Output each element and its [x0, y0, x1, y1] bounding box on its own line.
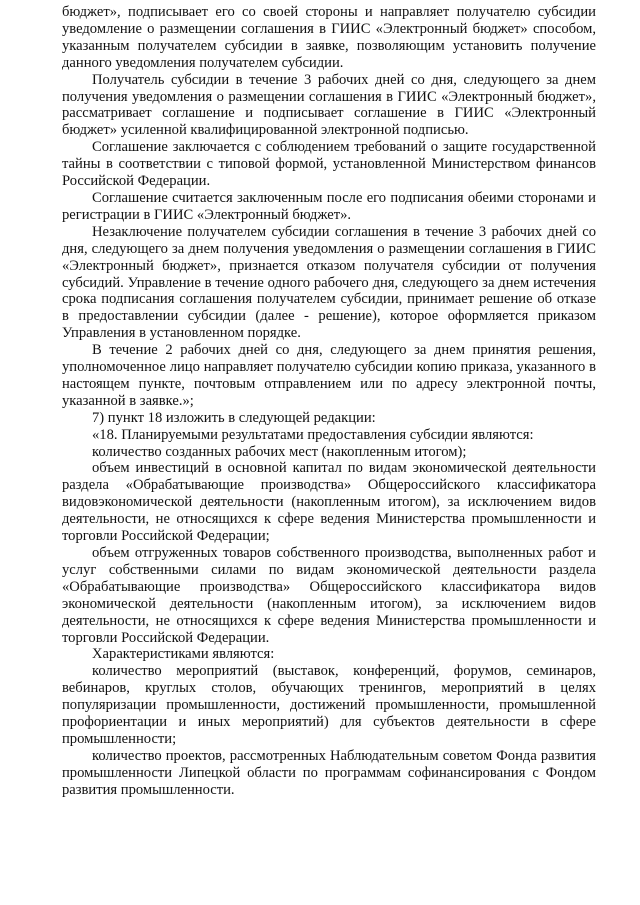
paragraph-4: Соглашение считается заключенным после его подписания обеими сторонами и регистрации в ГИИС «Электронный бюджет». [62, 189, 596, 223]
paragraph-7: 7) пункт 18 изложить в следующей редакции: [92, 409, 376, 426]
paragraph-13: количество мероприятий (выставок, конференций, форумов, семинаров, вебинаров, круглых столов, обучающих тренингов, мероприятий в целях популяризации промышленности, достижений промышленности, промышленной профориентации и иных мероприятий) для субъектов деятельности в сфере промышленности; [62, 663, 596, 747]
paragraph-11: объем отгруженных товаров собственного производства, выполненных работ и услуг собственными силами по видам экономической деятельности раздела «Обрабатывающие производства» Общероссийского классификатора видов экономической деятельности (накопленным итогом), за исключением видов деятельности, не относящихся к сфере ведения Министерства промышленности и торговли Российской Федерации. [62, 545, 596, 646]
paragraph-3: Соглашение заключается с соблюдением требований о защите государственной тайны в соответствии с типовой формой, установленной Министерством финансов Российской Федерации. [62, 139, 596, 190]
paragraph-12: Характеристиками являются: [92, 646, 275, 663]
paragraph-2: Получатель субсидии в течение 3 рабочих дней со дня, следующего за днем получения уведомления о размещении соглашения в ГИИС «Электронный бюджет», рассматривает соглашение и подписывает соглашение в ГИИС «Электронный бюджет» усиленной квалифицированной электронной подписью. [62, 71, 596, 139]
paragraph-10: объем инвестиций в основной капитал по видам экономической деятельности раздела «Обрабатывающие производства» Общероссийского классификатора видовэкономической деятельности (накопленным итогом), за исключением видов деятельности, не относящихся к сфере ведения Министерства промышленности и торговли Российской Федерации; [62, 460, 596, 545]
document-page [62, 4, 596, 799]
paragraph-6: В течение 2 рабочих дней со дня, следующего за днем принятия решения, уполномоченное лицо направляет получателю субсидии копию приказа, указанного в настоящем пункте, почтовым отправлением или по адресу электронной почты, указанной в заявке.»; [62, 342, 596, 409]
paragraph-14: количество проектов, рассмотренных Наблюдательным советом Фонда развития промышленности Липецкой области по программам софинансирования с Фондом развития промышленности. [62, 747, 596, 798]
paragraph-9: количество созданных рабочих мест (накопленным итогом); [92, 443, 467, 460]
paragraph-8: «18. Планируемыми результатами предоставления субсидии являются: [92, 426, 534, 443]
paragraph-1: бюджет», подписывает его со своей стороны и направляет получателю субсидии уведомление о размещении соглашения в ГИИС «Электронный бюджет» способом, указанным получателем субсидии в заявке, позволяющим установить получение данного уведомления получателем субсидии. [62, 4, 596, 71]
paragraph-5: Незаключение получателем субсидии соглашения в течение 3 рабочих дней со дня, следующего за днем получения уведомления о размещении соглашения в ГИИС «Электронный бюджет», признается отказом получателя субсидии от получения субсидий. Управление в течение одного рабочего дня, следующего за днем истечения срока подписания соглашения получателем субсидии, принимает решение об отказе в предоставлении субсидии (далее - решение), которое оформляется приказом Управления в установленном порядке. [62, 223, 596, 342]
